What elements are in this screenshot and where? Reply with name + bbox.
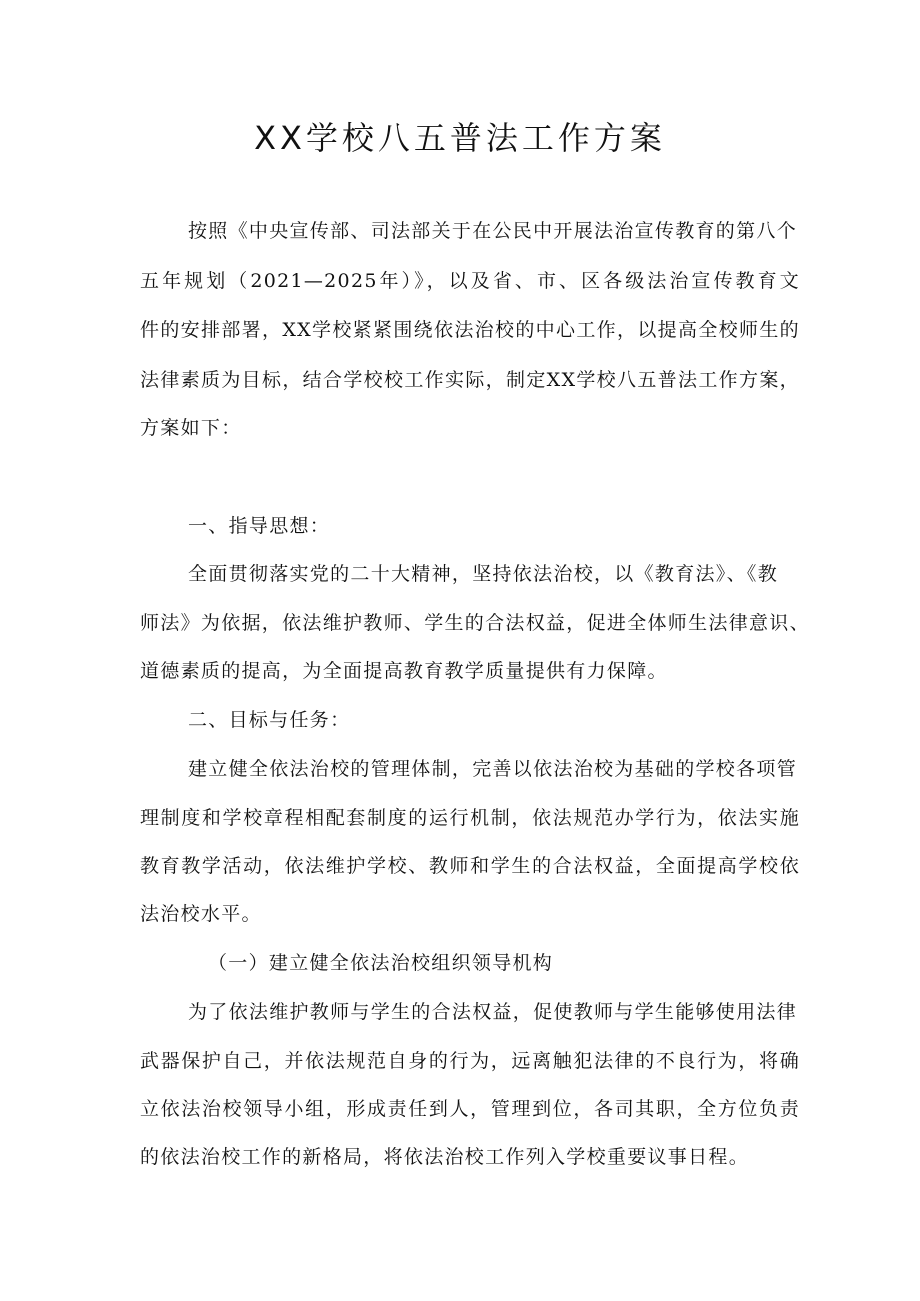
paragraph-line: 的依法治校工作的新格局，将依法治校工作列入学校重要议事日程。	[140, 1146, 750, 1168]
paragraph-line: 法治校水平。	[140, 903, 262, 925]
subsection-heading: （一）建立健全依法治校组织领导机构	[208, 952, 554, 974]
paragraph-line: 五年规划（2021—2025年）》，以及省、市、区各级法治宣传教育文	[140, 270, 800, 292]
paragraph-line: 师法》为依据，依法维护教师、学生的合法权益，促进全体师生法律意识、	[140, 612, 810, 634]
paragraph-line: 建立健全依法治校的管理体制，完善以依法治校为基础的学校各项管	[188, 758, 798, 780]
paragraph-line: 武器保护自己，并依法规范自身的行为，远离触犯法律的不良行为，将确	[140, 1050, 800, 1072]
paragraph-line: 按照《中央宣传部、司法部关于在公民中开展法治宣传教育的第八个	[188, 220, 798, 242]
paragraph-line: 件的安排部署，XX学校紧紧围绕依法治校的中心工作，以提高全校师生的	[140, 319, 800, 341]
paragraph-line: 全面贯彻落实党的二十大精神，坚持依法治校，以《教育法》、《教	[188, 563, 779, 585]
section-heading: 一、指导思想：	[188, 515, 331, 537]
paragraph-line: 方案如下：	[140, 417, 242, 439]
paragraph-line: 教育教学活动，依法维护学校、教师和学生的合法权益，全面提高学校依	[140, 855, 800, 877]
paragraph-line: 理制度和学校章程相配套制度的运行机制，依法规范办学行为，依法实施	[140, 807, 800, 829]
paragraph-line: 为了依法维护教师与学生的合法权益，促使教师与学生能够使用法律	[188, 1001, 798, 1023]
document-title: XX学校八五普法工作方案	[254, 119, 666, 157]
paragraph-line: 法律素质为目标，结合学校校工作实际，制定XX学校八五普法工作方案，	[140, 369, 800, 391]
paragraph-line: 道德素质的提高，为全面提高教育教学质量提供有力保障。	[140, 660, 668, 682]
paragraph-line: 立依法治校领导小组，形成责任到人，管理到位，各司其职，全方位负责	[140, 1098, 800, 1120]
section-heading: 二、目标与任务：	[188, 709, 351, 731]
